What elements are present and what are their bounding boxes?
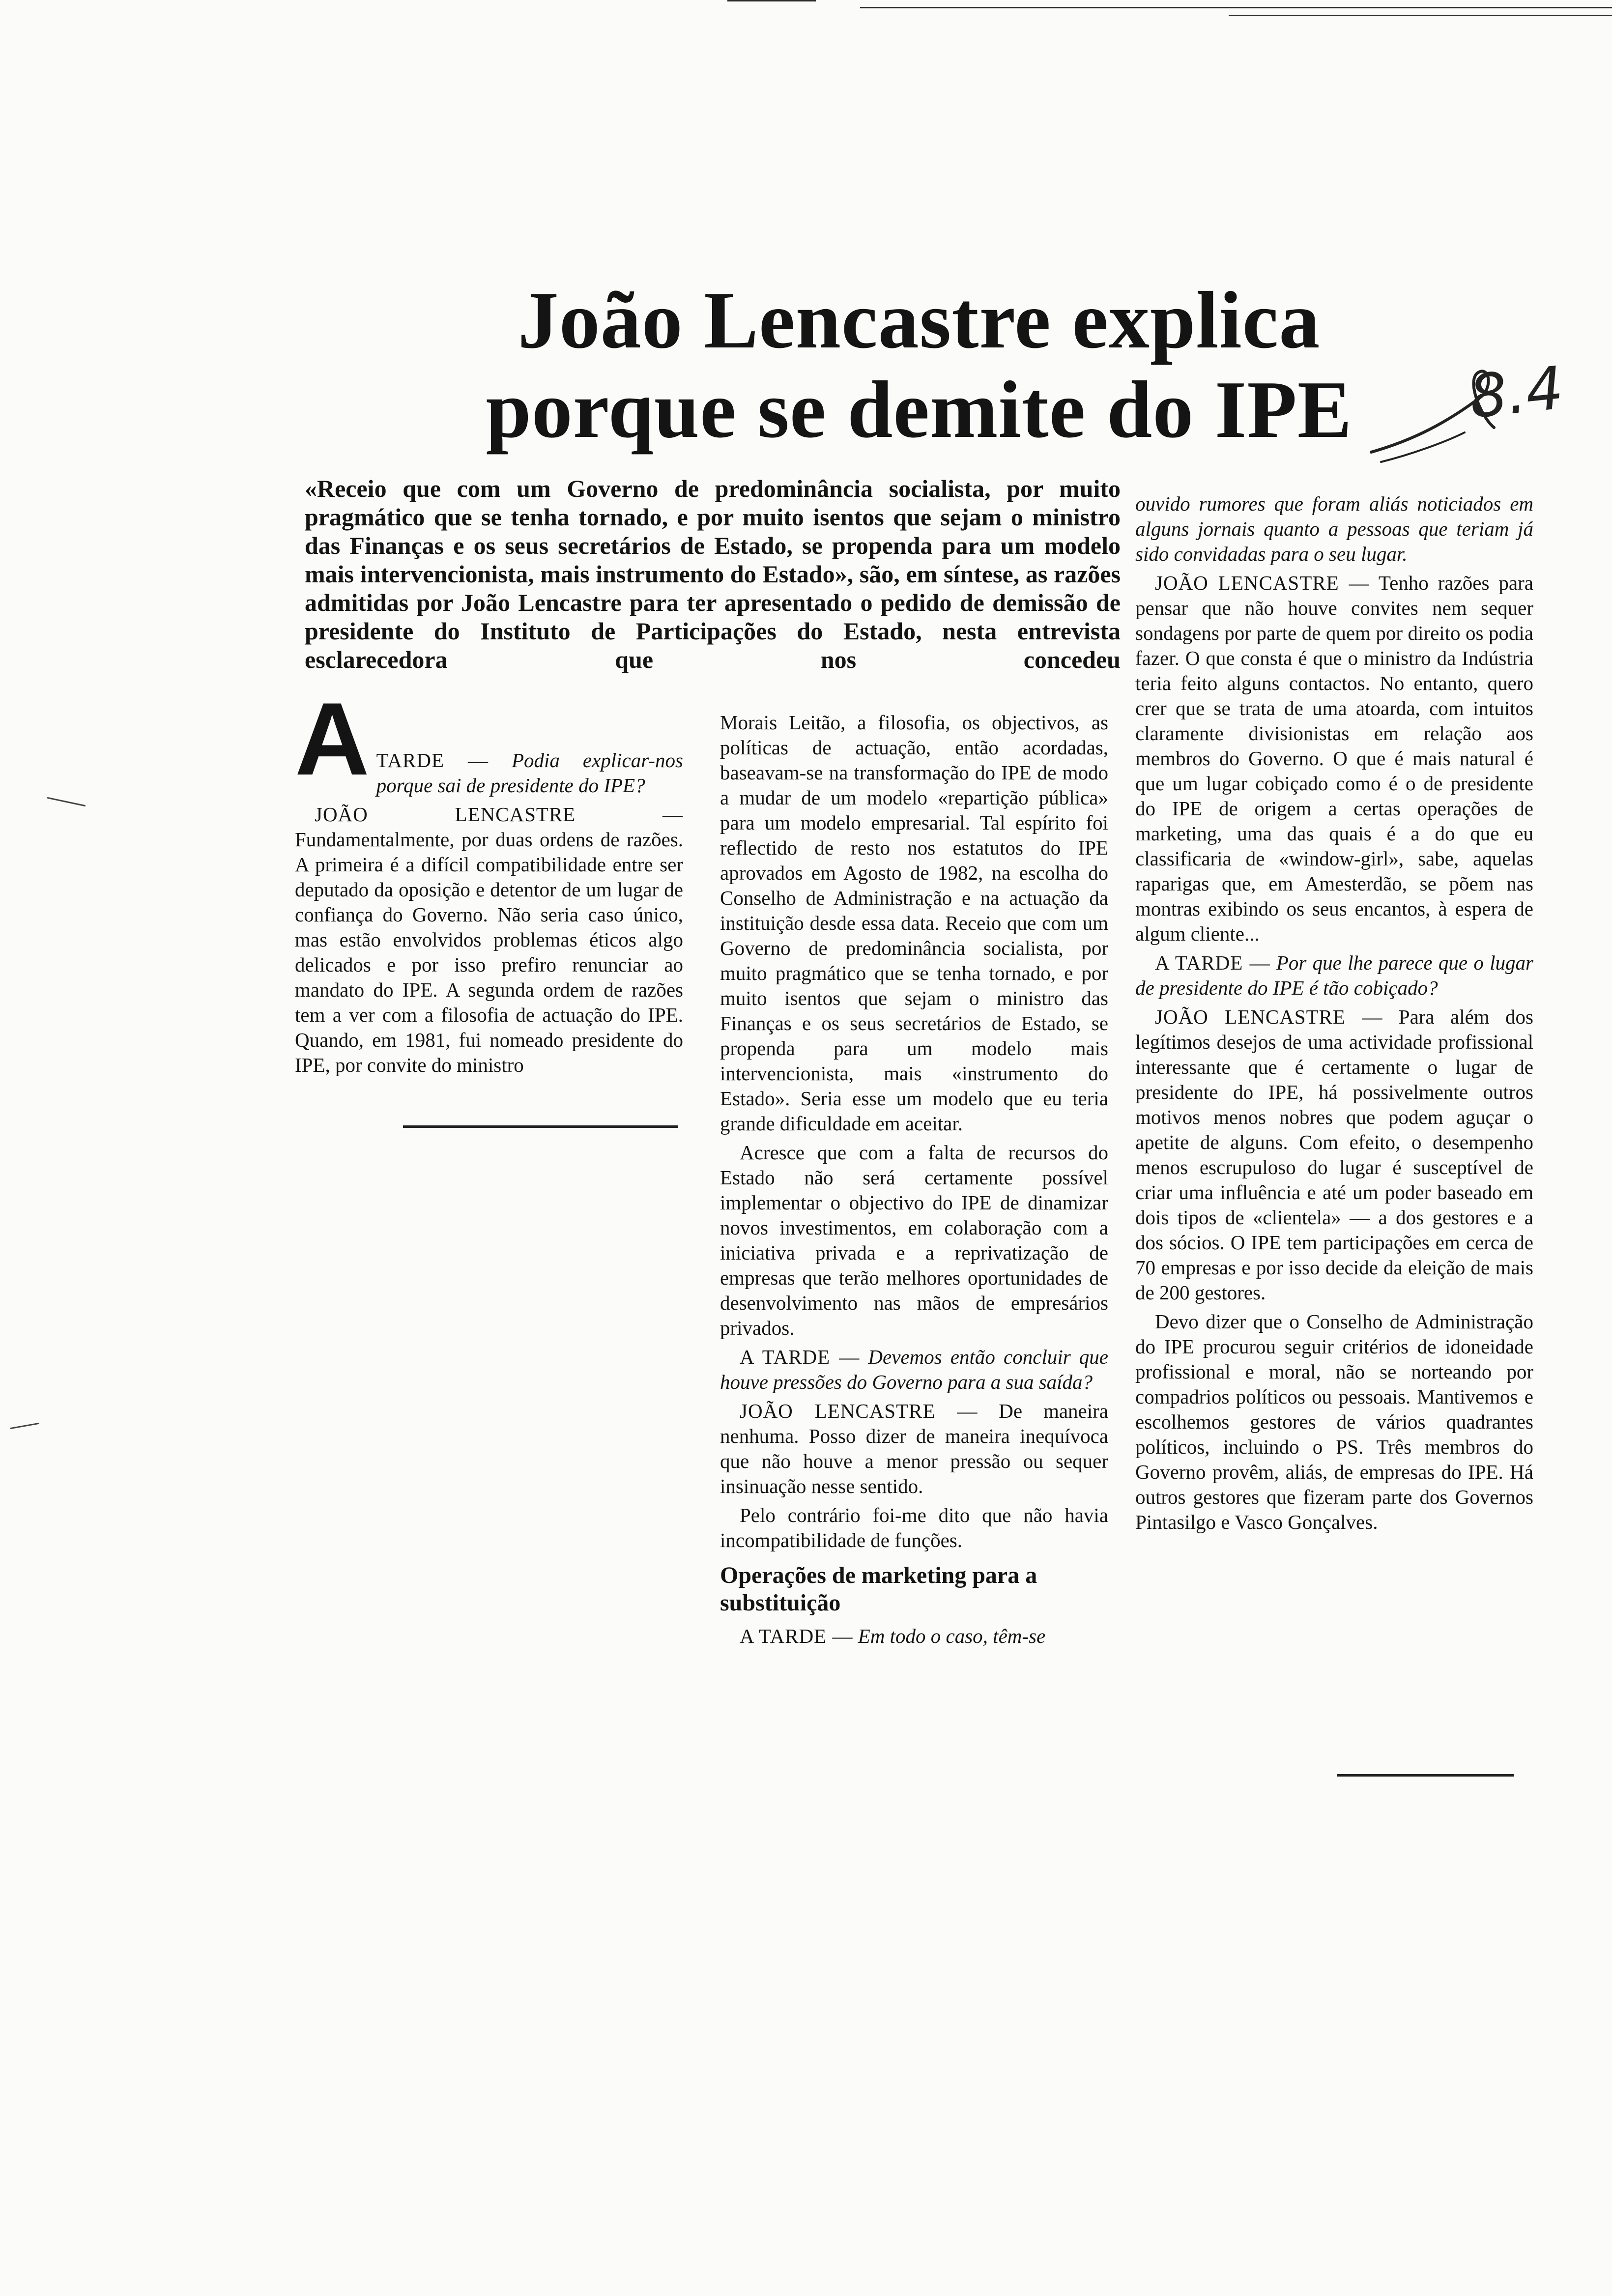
answer-label: JOÃO LENCASTRE — — [1155, 572, 1370, 594]
article-end-rule — [1337, 1774, 1514, 1777]
drop-cap: A — [295, 681, 370, 797]
article-column-1 — [295, 681, 683, 1082]
answer-text: De maneira nenhuma. Posso dizer de maneira inequívoca que não houve a menor pressão ou sequer insinuação nesse sentido. — [720, 1400, 1108, 1497]
answer-text: Tenho razões para pensar que não houve convites nem sequer sondagens por parte de quem por direito os podia fazer. O que consta é que o ministro da Indústria teria feito alguns contactos. No entanto, quero crer que se trata de uma atoarda, com intuitos claramente divisionistas em relação aos membros do Governo. O que é mais natural é que um lugar cobiçado como é o de presidente do IPE de origem a certas operações de marketing, uma das quais é a do que eu classificaria de «window-girl», sabe, aquelas raparigas que, em Amesterdão, se põem nas montras exibindo os seus encantos, à espera de algum cliente... — [1135, 572, 1533, 945]
question-text: Em todo o caso, têm-se — [858, 1625, 1046, 1647]
paragraph: Morais Leitão, a filosofia, os objectivos, as políticas de actuação, então acordadas, baseavam-se na transformação do IPE de modo a mudar de um modelo «repartição pública» para um modelo empresarial. Tal espírito foi reflectido de resto nos estatutos do IPE aprovados em Agosto de 1982, na escolha do Conselho de Administração e na actuação da instituição desde essa data. Receio que com um Governo de predominância socialista, por muito pragmático que se tenha tornado, e por muito isentos que sejam o ministro das Finanças e os seus secretários de Estado, se propenda para um modelo mais intervencionista, mais «instrumento do Estado». Seria esse um modelo que eu teria grande dificuldade em aceitar. — [720, 711, 1108, 1135]
headline-line-2: porque se demite do IPE — [486, 364, 1353, 455]
paragraph: Acresce que com a falta de recursos do Estado não será certamente possível implementar o objectivo do IPE de dinamizar novos investimentos, em colaboração com a iniciativa privada e a reprivatização de empresas que terão melhores oportunidades de desenvolvimento nas mãos de empresários privados. — [720, 1141, 1108, 1339]
answer-label: JOÃO LENCASTRE — — [1155, 1005, 1383, 1028]
section-subheading: Operações de marketing para a substituição — [720, 1562, 1037, 1616]
column-end-rule — [403, 1125, 678, 1128]
question-label: A TARDE — — [1155, 951, 1270, 974]
answer-label: JOÃO LENCASTRE — — [315, 803, 683, 826]
question-text: Podia explicar-nos porque sai de presidente do IPE? — [376, 749, 683, 797]
question-text: Devemos então concluir que houve pressões do Governo para a sua saída? — [720, 1346, 1109, 1393]
answer-text: Para além dos legítimos desejos de uma actividade profissional interessante que é certamente o lugar de presidente do IPE, há possivelmente outros motivos menos nobres que podem aguçar o apetite de alguns. Com efeito, o desempenho menos escrupuloso do lugar é susceptível de criar uma influência e até um poder baseado em dois tipos de «clientela» — a dos gestores e a dos sócios. O IPE tem participações em cerca de 70 empresas e por isso decide da eleição de mais de 200 gestores. — [1135, 1005, 1533, 1304]
answer-label: JOÃO LENCASTRE — — [740, 1400, 978, 1422]
answer-text: Fundamentalmente, por duas ordens de razões. A primeira é a difícil compatibilidade entre ser deputado da oposição e detentor de um lugar de confiança do Governo. Não seria caso único, mas estão envolvidos problemas éticos algo delicados e por isso prefiro renunciar ao mandato do IPE. A segunda ordem de razões tem a ver com a filosofia de actuação do IPE. Quando, em 1981, fui nomeado presidente do IPE, por convite do ministro — [295, 828, 683, 1076]
question-label: A TARDE — — [740, 1346, 860, 1368]
article-column-3 — [1135, 491, 1533, 1539]
handwritten-page-note: 8.4 — [1466, 354, 1567, 432]
top-border-line — [727, 0, 816, 1]
question-label: TARDE — — [376, 749, 489, 772]
question-label: A TARDE — — [740, 1625, 853, 1647]
article-column-2 — [720, 710, 1108, 1653]
article-lead: «Receio que com um Governo de predominância socialista, por muito pragmático que se tenha tornado, e por muito isentos que sejam o ministro das Finanças e os seus secretários de Estado, se propenda para um modelo mais intervencionista, mais instrumento do Estado», são, em síntese, as razões admitidas por João Lencastre para ter apresentado o pedido de demissão de presidente do Instituto de Participações do Estado, nesta entrevista esclarecedora que nos concedeu — [305, 475, 1121, 673]
paragraph: Devo dizer que o Conselho de Administração do IPE procurou seguir critérios de idoneidade profissional e moral, não se norteando por compadrios políticos ou pessoais. Mantivemos e escolhemos gestores de vários quadrantes políticos, incluindo o PS. Três membros do Governo provêm, aliás, de empresas do IPE. Há outros gestores que fizeram parte dos Governos Pintasilgo e Vasco Gonçalves. — [1135, 1310, 1533, 1533]
paragraph: Pelo contrário foi-me dito que não havia incompatibilidade de funções. — [720, 1504, 1108, 1551]
top-border-line — [860, 7, 1612, 8]
question-text: Por que lhe parece que o lugar de presidente do IPE é tão cobiçado? — [1135, 951, 1534, 999]
question-continuation: ouvido rumores que foram aliás noticiados em alguns jornais quanto a pessoas que teriam já sido convidadas para o seu lugar. — [1135, 492, 1533, 565]
article-headline — [472, 275, 1366, 454]
margin-mark — [10, 1423, 39, 1429]
headline-line-1: João Lencastre explica — [518, 275, 1321, 365]
margin-mark — [47, 797, 86, 807]
top-border-line — [1229, 15, 1612, 16]
